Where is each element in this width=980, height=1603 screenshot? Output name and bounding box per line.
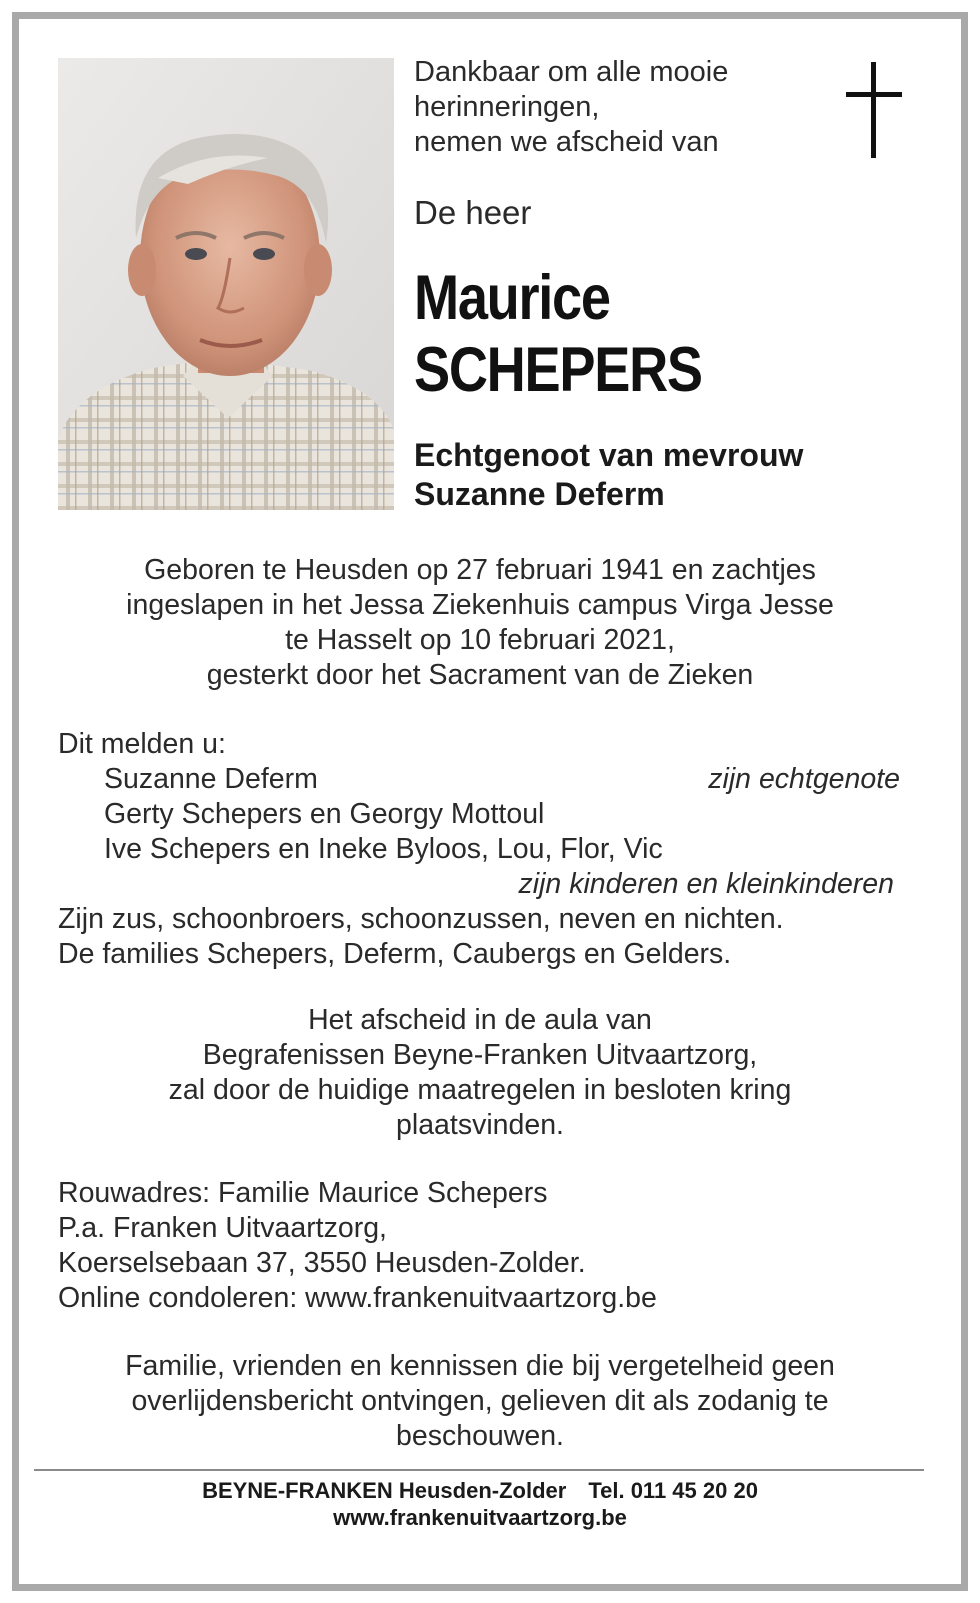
announcers-section xyxy=(58,727,900,972)
address-line: Rouwadres: Familie Maurice Schepers xyxy=(58,1177,548,1209)
paragraph-line: overlijdensbericht ontvingen, gelieven dit als zodanig te xyxy=(131,1385,829,1417)
footer xyxy=(30,1477,930,1531)
first-name: Maurice xyxy=(414,263,610,333)
intro-line: herinneringen, xyxy=(414,91,600,123)
cross-icon xyxy=(846,62,902,158)
address-line: P.a. Franken Uitvaartzorg, xyxy=(58,1212,387,1244)
mourning-address xyxy=(58,1176,657,1316)
funeral-company: BEYNE-FRANKEN Heusden-Zolder xyxy=(202,1478,567,1503)
deceased-name xyxy=(414,262,702,406)
paragraph-line: ingeslapen in het Jessa Ziekenhuis campus Virga Jesse xyxy=(126,589,834,621)
paragraph-line: te Hasselt op 10 februari 2021, xyxy=(285,624,675,656)
paragraph-line: plaatsvinden. xyxy=(396,1109,564,1141)
intro-line: nemen we afscheid van xyxy=(414,126,719,158)
announcer-name: Suzanne Deferm xyxy=(104,763,318,795)
last-name: SCHEPERS xyxy=(414,335,702,405)
portrait-photo xyxy=(58,58,394,510)
address-line: Online condoleren: www.frankenuitvaartzorg.be xyxy=(58,1282,657,1314)
spouse-info xyxy=(414,436,803,514)
intro-text xyxy=(414,55,728,160)
paragraph-line: gesterkt door het Sacrament van de Zieken xyxy=(206,659,754,691)
website-link: www.frankenuitvaartzorg.be xyxy=(333,1505,627,1530)
paragraph-line: Geboren te Heusden op 27 februari 1941 en zachtjes xyxy=(144,554,816,586)
salutation: De heer xyxy=(414,194,532,231)
footer-divider xyxy=(34,1469,924,1471)
announcer-row xyxy=(58,762,900,797)
paragraph-line: beschouwen. xyxy=(396,1420,564,1452)
footer-contact xyxy=(30,1477,930,1504)
intro-line: Dankbaar om alle mooie xyxy=(414,56,729,88)
birth-death-paragraph xyxy=(30,553,930,693)
announcer-line: Zijn zus, schoonbroers, schoonzussen, neven en nichten. xyxy=(58,903,784,935)
paragraph-line: Het afscheid in de aula van xyxy=(308,1004,652,1036)
announcer-line: De families Schepers, Deferm, Caubergs en Gelders. xyxy=(58,938,732,970)
relation-label: zijn echtgenote xyxy=(708,763,900,795)
announcer-name: Gerty Schepers en Georgy Mottoul xyxy=(104,798,545,830)
paragraph-line: Begrafenissen Beyne-Franken Uitvaartzorg, xyxy=(202,1039,758,1071)
notice-paragraph xyxy=(30,1349,930,1454)
spouse-line: Suzanne Deferm xyxy=(414,476,665,512)
spouse-line: Echtgenoot van mevrouw xyxy=(414,437,804,473)
announcer-name: Ive Schepers en Ineke Byloos, Lou, Flor, Vic xyxy=(104,833,663,865)
paragraph-line: zal door de huidige maatregelen in besloten kring xyxy=(168,1074,792,1106)
farewell-paragraph xyxy=(30,1003,930,1143)
phone-number: Tel. 011 45 20 20 xyxy=(588,1478,758,1503)
announcers-heading: Dit melden u: xyxy=(58,728,226,760)
relation-label: zijn kinderen en kleinkinderen xyxy=(518,868,894,900)
address-line: Koerselsebaan 37, 3550 Heusden-Zolder. xyxy=(58,1247,586,1279)
paragraph-line: Familie, vrienden en kennissen die bij vergetelheid geen xyxy=(125,1350,835,1382)
